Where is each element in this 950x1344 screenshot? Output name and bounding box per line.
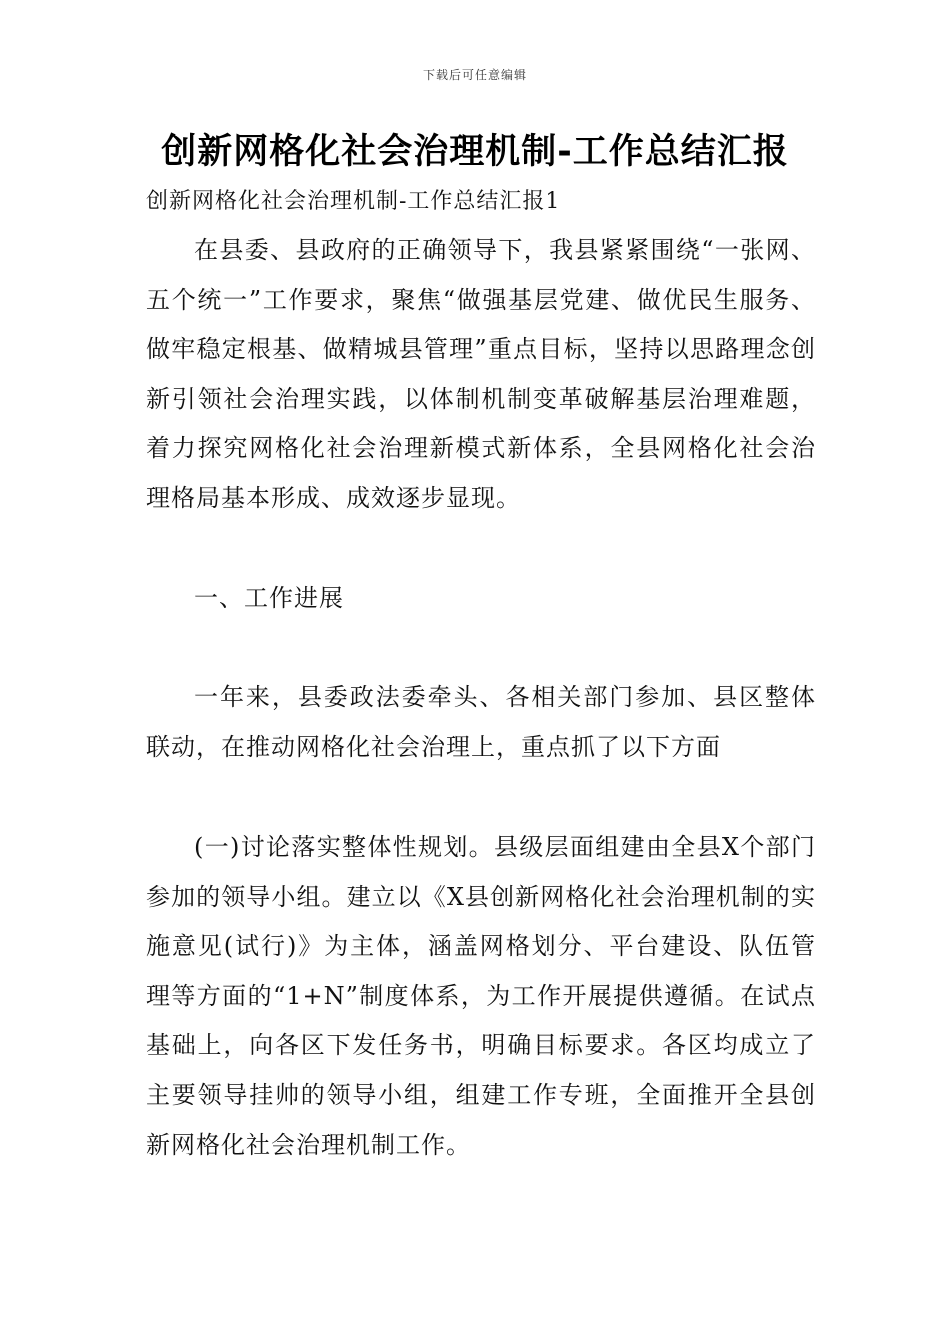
document-subtitle: 创新网格化社会治理机制-工作总结汇报1: [146, 189, 561, 214]
header-note: 下载后可任意编辑: [422, 68, 527, 82]
item-one-paragraph: (一)讨论落实整体性规划。县级层面组建由全县X个部门参加的领导小组。建立以《X县创新网格化社会治理机制的实施意见(试行)》为主体，涵盖网格划分、平台建设、队伍管理等方面的“1+N”制度体系，为工作开展提供遵循。在试点基础上，向各区下发任务书，明确目标要求。各区均成立了主要领导挂帅的领导小组，组建工作专班，全面推开全县创新网格化社会治理机制工作。: [146, 833, 816, 1159]
document-title: 创新网格化社会治理机制-工作总结汇报: [161, 132, 789, 172]
section-heading: 一、工作进展: [194, 584, 344, 612]
intro-paragraph: 在县委、县政府的正确领导下，我县紧紧围绕“一张网、五个统一”工作要求，聚焦“做强基层党建、做优民生服务、做牢稳定根基、做精城县管理”重点目标，坚持以思路理念创新引领社会治理实践，以体制机制变革破解基层治理难题，着力探究网格化社会治理新模式新体系，全县网格化社会治理格局基本形成、成效逐步显现。: [146, 236, 816, 512]
year-summary-paragraph: 一年来，县委政法委牵头、各相关部门参加、县区整体联动，在推动网格化社会治理上，重点抓了以下方面: [146, 683, 816, 761]
